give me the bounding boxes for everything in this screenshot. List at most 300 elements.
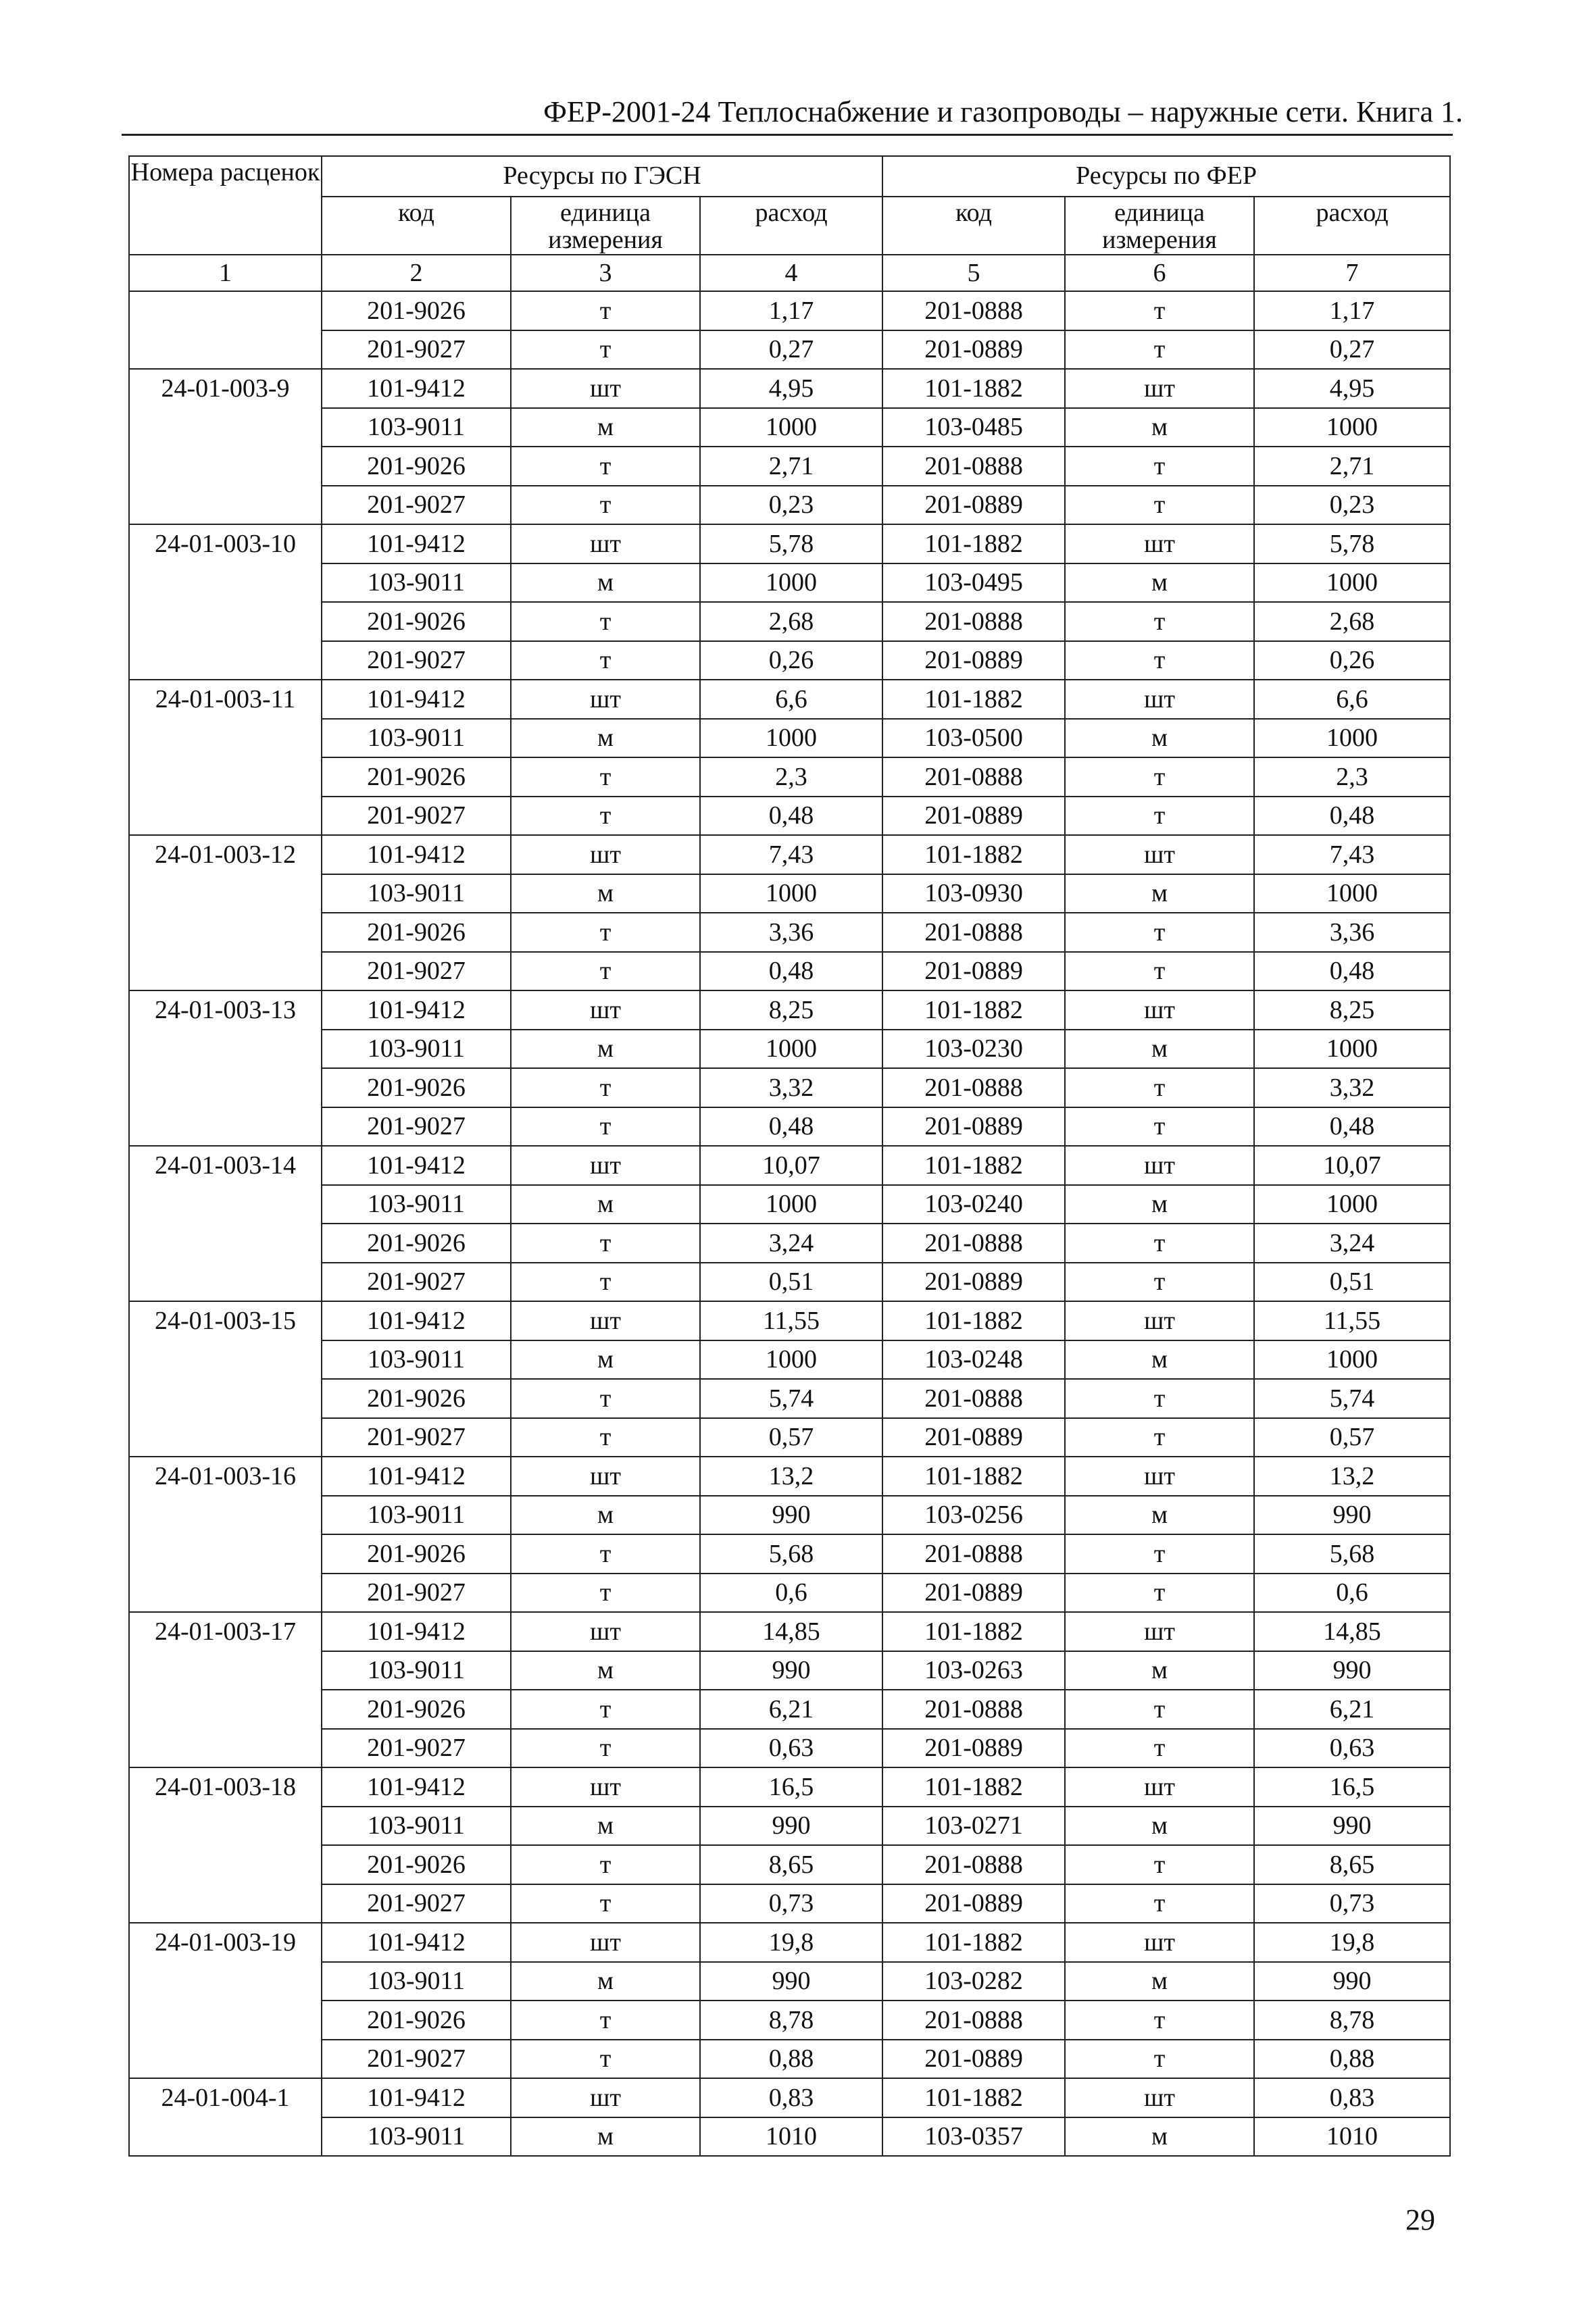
gesn-code-cell: 201-9026 — [322, 291, 511, 330]
table-row — [129, 1340, 1450, 1380]
table-row — [129, 797, 1450, 836]
table-row — [129, 602, 1450, 641]
gesn-unit-cell: т — [511, 913, 700, 952]
gesn-consumption-cell: 8,65 — [700, 1845, 882, 1884]
gesn-code-cell: 201-9026 — [322, 913, 511, 952]
fer-code-cell: 201-0888 — [882, 1068, 1065, 1107]
fer-code-cell: 101-1882 — [882, 1767, 1065, 1807]
gesn-unit-cell: т — [511, 1884, 700, 1923]
rate-number-cell: 24-01-003-11 — [129, 680, 322, 835]
gesn-unit-cell: шт — [511, 1301, 700, 1340]
gesn-unit-cell: шт — [511, 524, 700, 563]
gesn-unit-cell: т — [511, 1729, 700, 1768]
gesn-consumption-cell: 3,24 — [700, 1224, 882, 1263]
column-number: 1 — [129, 255, 322, 291]
gesn-unit-cell: т — [511, 1845, 700, 1884]
fer-unit-cell: т — [1065, 1729, 1254, 1768]
fer-unit-cell: т — [1065, 486, 1254, 525]
rate-number-cell: 24-01-003-18 — [129, 1767, 322, 1923]
gesn-unit-cell: м — [511, 719, 700, 758]
table-row — [129, 563, 1450, 603]
table-row — [129, 835, 1450, 874]
gesn-code-cell: 201-9027 — [322, 1729, 511, 1768]
gesn-code-cell: 201-9026 — [322, 602, 511, 641]
fer-unit-cell: шт — [1065, 1457, 1254, 1496]
fer-unit-cell: м — [1065, 1496, 1254, 1535]
fer-code-cell: 103-0357 — [882, 2117, 1065, 2157]
gesn-code-cell: 201-9027 — [322, 1574, 511, 1613]
fer-consumption-cell: 2,68 — [1254, 602, 1450, 641]
rate-number-cell: 24-01-003-10 — [129, 524, 322, 680]
fer-consumption-cell: 0,26 — [1254, 641, 1450, 680]
fer-unit-cell: м — [1065, 719, 1254, 758]
fer-code-cell: 201-0888 — [882, 1224, 1065, 1263]
gesn-unit-cell: м — [511, 1962, 700, 2001]
gesn-code-cell: 101-9412 — [322, 369, 511, 408]
table-body — [129, 291, 1450, 2156]
table-row — [129, 1534, 1450, 1574]
gesn-unit-cell: м — [511, 1496, 700, 1535]
fer-consumption-cell: 7,43 — [1254, 835, 1450, 874]
fer-code-cell: 201-0889 — [882, 1263, 1065, 1302]
gesn-consumption-cell: 990 — [700, 1496, 882, 1535]
gesn-code-cell: 101-9412 — [322, 1767, 511, 1807]
gesn-consumption-cell: 4,95 — [700, 369, 882, 408]
fer-code-cell: 101-1882 — [882, 680, 1065, 719]
fer-unit-cell: м — [1065, 1962, 1254, 2001]
fer-code-cell: 103-0485 — [882, 408, 1065, 447]
gesn-code-cell: 103-9011 — [322, 563, 511, 603]
gesn-consumption-cell: 1000 — [700, 719, 882, 758]
fer-code-cell: 201-0889 — [882, 797, 1065, 836]
fer-code-cell: 101-1882 — [882, 1923, 1065, 1962]
fer-consumption-cell: 0,6 — [1254, 1574, 1450, 1613]
gesn-consumption-cell: 990 — [700, 1651, 882, 1690]
table-row — [129, 1807, 1450, 1846]
gesn-code-cell: 201-9026 — [322, 2001, 511, 2040]
gesn-consumption-cell: 7,43 — [700, 835, 882, 874]
gesn-code-cell: 103-9011 — [322, 1340, 511, 1380]
table-row — [129, 330, 1450, 370]
fer-consumption-cell: 0,48 — [1254, 797, 1450, 836]
fer-unit-cell: м — [1065, 1651, 1254, 1690]
fer-code-cell: 201-0889 — [882, 2040, 1065, 2079]
fer-unit-cell: т — [1065, 1534, 1254, 1574]
fer-unit-cell: т — [1065, 1224, 1254, 1263]
gesn-consumption-cell: 0,26 — [700, 641, 882, 680]
fer-code-cell: 201-0889 — [882, 1574, 1065, 1613]
table-row — [129, 1457, 1450, 1496]
gesn-code-cell: 201-9026 — [322, 1690, 511, 1729]
gesn-consumption-cell: 1000 — [700, 1185, 882, 1224]
fer-unit-cell: шт — [1065, 2078, 1254, 2117]
gesn-unit-cell: м — [511, 1807, 700, 1846]
table-row — [129, 1845, 1450, 1884]
gesn-code-cell: 201-9027 — [322, 641, 511, 680]
gesn-unit-cell: т — [511, 1690, 700, 1729]
gesn-code-cell: 201-9026 — [322, 1534, 511, 1574]
fer-consumption-cell: 5,74 — [1254, 1379, 1450, 1418]
fer-unit-cell: м — [1065, 2117, 1254, 2157]
gesn-code-cell: 201-9027 — [322, 1263, 511, 1302]
gesn-code-cell: 201-9027 — [322, 330, 511, 370]
gesn-consumption-cell: 0,63 — [700, 1729, 882, 1768]
fer-code-cell: 101-1882 — [882, 369, 1065, 408]
gesn-unit-cell: т — [511, 2001, 700, 2040]
gesn-consumption-cell: 10,07 — [700, 1146, 882, 1185]
column-number: 4 — [700, 255, 882, 291]
fer-unit-cell: т — [1065, 1845, 1254, 1884]
gesn-unit-cell: т — [511, 641, 700, 680]
gesn-unit-cell: т — [511, 1068, 700, 1107]
fer-consumption-cell: 2,71 — [1254, 447, 1450, 486]
fer-unit-cell: м — [1065, 874, 1254, 913]
gesn-unit-cell: м — [511, 2117, 700, 2157]
table-row — [129, 1418, 1450, 1457]
fer-unit-cell: м — [1065, 1030, 1254, 1069]
gesn-unit-cell: т — [511, 291, 700, 330]
fer-code-cell: 103-0248 — [882, 1340, 1065, 1380]
fer-unit-cell: т — [1065, 2001, 1254, 2040]
fer-code-cell: 201-0889 — [882, 952, 1065, 991]
table-row — [129, 1107, 1450, 1147]
fer-unit-cell: шт — [1065, 1767, 1254, 1807]
column-number: 5 — [882, 255, 1065, 291]
gesn-consumption-cell: 0,48 — [700, 797, 882, 836]
fer-consumption-header: расход — [1254, 197, 1450, 255]
table-row — [129, 757, 1450, 797]
gesn-unit-cell: шт — [511, 1612, 700, 1651]
fer-unit-cell: шт — [1065, 1301, 1254, 1340]
fer-code-cell: 101-1882 — [882, 835, 1065, 874]
table-row — [129, 447, 1450, 486]
fer-consumption-cell: 2,3 — [1254, 757, 1450, 797]
fer-consumption-cell: 1010 — [1254, 2117, 1450, 2157]
gesn-consumption-cell: 5,78 — [700, 524, 882, 563]
gesn-code-cell: 201-9026 — [322, 1845, 511, 1884]
fer-code-cell: 201-0889 — [882, 1418, 1065, 1457]
gesn-unit-cell: шт — [511, 1767, 700, 1807]
fer-consumption-cell: 5,68 — [1254, 1534, 1450, 1574]
gesn-consumption-cell: 990 — [700, 1807, 882, 1846]
table-row — [129, 641, 1450, 680]
fer-unit-cell: т — [1065, 330, 1254, 370]
gesn-unit-cell: м — [511, 874, 700, 913]
fer-consumption-cell: 3,24 — [1254, 1224, 1450, 1263]
fer-consumption-cell: 0,51 — [1254, 1263, 1450, 1302]
fer-resources-header: Ресурсы по ФЕР — [882, 156, 1450, 197]
fer-code-cell: 201-0888 — [882, 757, 1065, 797]
gesn-consumption-cell: 1010 — [700, 2117, 882, 2157]
fer-consumption-cell: 8,78 — [1254, 2001, 1450, 2040]
rate-number-cell — [129, 291, 322, 369]
gesn-consumption-cell: 11,55 — [700, 1301, 882, 1340]
gesn-unit-cell: т — [511, 1224, 700, 1263]
gesn-unit-cell: т — [511, 602, 700, 641]
gesn-code-cell: 201-9026 — [322, 447, 511, 486]
gesn-unit-cell: шт — [511, 990, 700, 1030]
fer-consumption-cell: 13,2 — [1254, 1457, 1450, 1496]
fer-unit-cell: шт — [1065, 990, 1254, 1030]
gesn-unit-cell: м — [511, 1185, 700, 1224]
fer-unit-cell: т — [1065, 641, 1254, 680]
gesn-consumption-cell: 8,25 — [700, 990, 882, 1030]
fer-unit-cell: шт — [1065, 835, 1254, 874]
gesn-consumption-cell: 0,27 — [700, 330, 882, 370]
gesn-consumption-cell: 0,88 — [700, 2040, 882, 2079]
gesn-unit-cell: т — [511, 952, 700, 991]
fer-consumption-cell: 3,36 — [1254, 913, 1450, 952]
column-number: 2 — [322, 255, 511, 291]
fer-consumption-cell: 3,32 — [1254, 1068, 1450, 1107]
fer-consumption-cell: 990 — [1254, 1651, 1450, 1690]
gesn-code-cell: 103-9011 — [322, 1185, 511, 1224]
gesn-consumption-cell: 8,78 — [700, 2001, 882, 2040]
fer-unit-cell: шт — [1065, 1612, 1254, 1651]
table-row — [129, 1379, 1450, 1418]
gesn-code-cell: 101-9412 — [322, 1923, 511, 1962]
gesn-consumption-cell: 5,68 — [700, 1534, 882, 1574]
gesn-unit-cell: т — [511, 1107, 700, 1147]
table-row — [129, 1030, 1450, 1069]
table-row — [129, 1146, 1450, 1185]
gesn-consumption-cell: 3,32 — [700, 1068, 882, 1107]
gesn-code-cell: 201-9026 — [322, 757, 511, 797]
fer-consumption-cell: 19,8 — [1254, 1923, 1450, 1962]
table-row — [129, 952, 1450, 991]
rate-number-cell: 24-01-003-19 — [129, 1923, 322, 2078]
fer-unit-cell: т — [1065, 797, 1254, 836]
fer-unit-cell: шт — [1065, 680, 1254, 719]
gesn-code-cell: 101-9412 — [322, 680, 511, 719]
gesn-code-cell: 201-9027 — [322, 797, 511, 836]
fer-code-cell: 201-0889 — [882, 330, 1065, 370]
fer-consumption-cell: 16,5 — [1254, 1767, 1450, 1807]
gesn-consumption-cell: 1,17 — [700, 291, 882, 330]
gesn-consumption-cell: 0,23 — [700, 486, 882, 525]
rate-number-cell: 24-01-003-17 — [129, 1612, 322, 1767]
gesn-consumption-cell: 5,74 — [700, 1379, 882, 1418]
gesn-code-cell: 101-9412 — [322, 990, 511, 1030]
table-row — [129, 2078, 1450, 2117]
rate-number-cell: 24-01-003-9 — [129, 369, 322, 524]
gesn-unit-cell: м — [511, 1340, 700, 1380]
fer-unit-cell: т — [1065, 1107, 1254, 1147]
fer-code-cell: 201-0889 — [882, 641, 1065, 680]
fer-code-cell: 201-0889 — [882, 1729, 1065, 1768]
table-row — [129, 913, 1450, 952]
fer-consumption-cell: 0,73 — [1254, 1884, 1450, 1923]
page-header: ФЕР-2001-24 Теплоснабжение и газопроводы – наружные сети. Книга 1. — [543, 95, 1463, 128]
table-row — [129, 1651, 1450, 1690]
gesn-code-cell: 201-9027 — [322, 2040, 511, 2079]
fer-code-cell: 201-0888 — [882, 1534, 1065, 1574]
fer-code-cell: 201-0888 — [882, 447, 1065, 486]
gesn-consumption-cell: 1000 — [700, 874, 882, 913]
fer-consumption-cell: 0,48 — [1254, 952, 1450, 991]
table-row — [129, 291, 1450, 330]
table-row — [129, 1923, 1450, 1962]
gesn-unit-cell: т — [511, 1379, 700, 1418]
table-row — [129, 1884, 1450, 1923]
gesn-unit-cell: шт — [511, 2078, 700, 2117]
gesn-code-cell: 201-9027 — [322, 1107, 511, 1147]
fer-code-cell: 201-0888 — [882, 1690, 1065, 1729]
gesn-consumption-cell: 1000 — [700, 563, 882, 603]
gesn-code-cell: 201-9027 — [322, 952, 511, 991]
gesn-consumption-cell: 6,6 — [700, 680, 882, 719]
table-row — [129, 1263, 1450, 1302]
gesn-code-cell: 101-9412 — [322, 1612, 511, 1651]
gesn-code-cell: 201-9026 — [322, 1224, 511, 1263]
fer-unit-cell: т — [1065, 1263, 1254, 1302]
fer-consumption-cell: 1000 — [1254, 1030, 1450, 1069]
rate-numbers-header: Номера расценок — [129, 156, 322, 255]
fer-unit-cell: м — [1065, 1340, 1254, 1380]
fer-unit-header: единица измерения — [1065, 197, 1254, 255]
rate-number-cell: 24-01-004-1 — [129, 2078, 322, 2156]
fer-code-cell: 103-0271 — [882, 1807, 1065, 1846]
gesn-resources-header: Ресурсы по ГЭСН — [322, 156, 882, 197]
fer-consumption-cell: 0,23 — [1254, 486, 1450, 525]
gesn-code-cell: 101-9412 — [322, 835, 511, 874]
fer-consumption-cell: 6,21 — [1254, 1690, 1450, 1729]
table-row — [129, 874, 1450, 913]
fer-consumption-cell: 0,48 — [1254, 1107, 1450, 1147]
fer-consumption-cell: 0,57 — [1254, 1418, 1450, 1457]
table-row — [129, 719, 1450, 758]
gesn-consumption-cell: 0,57 — [700, 1418, 882, 1457]
fer-consumption-cell: 0,27 — [1254, 330, 1450, 370]
gesn-unit-cell: т — [511, 486, 700, 525]
gesn-code-cell: 101-9412 — [322, 2078, 511, 2117]
fer-unit-cell: т — [1065, 1379, 1254, 1418]
gesn-consumption-cell: 6,21 — [700, 1690, 882, 1729]
gesn-consumption-cell: 990 — [700, 1962, 882, 2001]
gesn-unit-cell: т — [511, 1263, 700, 1302]
fer-unit-cell: шт — [1065, 1923, 1254, 1962]
gesn-unit-cell: м — [511, 1030, 700, 1069]
gesn-code-cell: 201-9026 — [322, 1068, 511, 1107]
gesn-code-cell: 103-9011 — [322, 1496, 511, 1535]
gesn-unit-cell: шт — [511, 1146, 700, 1185]
fer-unit-cell: м — [1065, 563, 1254, 603]
table-row — [129, 486, 1450, 525]
fer-consumption-cell: 0,63 — [1254, 1729, 1450, 1768]
gesn-code-cell: 101-9412 — [322, 1301, 511, 1340]
table-row — [129, 680, 1450, 719]
fer-consumption-cell: 1000 — [1254, 1185, 1450, 1224]
gesn-code-cell: 101-9412 — [322, 524, 511, 563]
column-number: 7 — [1254, 255, 1450, 291]
fer-unit-cell: т — [1065, 952, 1254, 991]
fer-consumption-cell: 8,65 — [1254, 1845, 1450, 1884]
rate-number-cell: 24-01-003-12 — [129, 835, 322, 990]
fer-consumption-cell: 0,88 — [1254, 2040, 1450, 2079]
gesn-consumption-cell: 2,3 — [700, 757, 882, 797]
fer-code-cell: 103-0500 — [882, 719, 1065, 758]
rate-number-cell: 24-01-003-13 — [129, 990, 322, 1146]
gesn-consumption-cell: 1000 — [700, 408, 882, 447]
gesn-consumption-cell: 0,48 — [700, 1107, 882, 1147]
fer-code-cell: 201-0888 — [882, 913, 1065, 952]
fer-code-cell: 103-0240 — [882, 1185, 1065, 1224]
table-row — [129, 1574, 1450, 1613]
fer-consumption-cell: 8,25 — [1254, 990, 1450, 1030]
column-numbers-row — [129, 255, 1450, 291]
gesn-unit-cell: т — [511, 757, 700, 797]
fer-code-cell: 201-0888 — [882, 291, 1065, 330]
fer-code-cell: 201-0888 — [882, 1845, 1065, 1884]
rate-number-cell: 24-01-003-14 — [129, 1146, 322, 1301]
fer-code-cell: 103-0256 — [882, 1496, 1065, 1535]
table-row — [129, 2117, 1450, 2157]
fer-unit-cell: шт — [1065, 1146, 1254, 1185]
table-row — [129, 1767, 1450, 1807]
gesn-consumption-cell: 14,85 — [700, 1612, 882, 1651]
gesn-unit-cell: шт — [511, 680, 700, 719]
gesn-code-cell: 101-9412 — [322, 1457, 511, 1496]
gesn-unit-cell: т — [511, 330, 700, 370]
fer-code-cell: 101-1882 — [882, 990, 1065, 1030]
gesn-consumption-cell: 16,5 — [700, 1767, 882, 1807]
fer-consumption-cell: 990 — [1254, 1807, 1450, 1846]
fer-unit-cell: шт — [1065, 524, 1254, 563]
gesn-code-cell: 201-9027 — [322, 1418, 511, 1457]
gesn-consumption-cell: 19,8 — [700, 1923, 882, 1962]
resources-table — [128, 155, 1451, 2157]
fer-code-cell: 201-0889 — [882, 486, 1065, 525]
fer-consumption-cell: 990 — [1254, 1962, 1450, 2001]
table-row — [129, 1301, 1450, 1340]
gesn-code-cell: 103-9011 — [322, 2117, 511, 2157]
gesn-code-cell: 201-9026 — [322, 1379, 511, 1418]
gesn-consumption-cell: 13,2 — [700, 1457, 882, 1496]
gesn-consumption-cell: 0,48 — [700, 952, 882, 991]
table-row — [129, 1962, 1450, 2001]
fer-code-cell: 103-0495 — [882, 563, 1065, 603]
column-number: 3 — [511, 255, 700, 291]
fer-code-cell: 101-1882 — [882, 2078, 1065, 2117]
gesn-consumption-cell: 0,6 — [700, 1574, 882, 1613]
fer-code-cell: 201-0888 — [882, 602, 1065, 641]
fer-consumption-cell: 1000 — [1254, 408, 1450, 447]
fer-code-cell: 201-0889 — [882, 1884, 1065, 1923]
fer-code-cell: 103-0263 — [882, 1651, 1065, 1690]
fer-unit-cell: т — [1065, 1884, 1254, 1923]
gesn-code-cell: 103-9011 — [322, 1030, 511, 1069]
fer-unit-cell: т — [1065, 757, 1254, 797]
fer-code-cell: 101-1882 — [882, 1301, 1065, 1340]
fer-consumption-cell: 1000 — [1254, 563, 1450, 603]
fer-unit-cell: т — [1065, 447, 1254, 486]
table-row — [129, 990, 1450, 1030]
gesn-code-cell: 103-9011 — [322, 874, 511, 913]
gesn-code-cell: 103-9011 — [322, 1962, 511, 2001]
gesn-code-cell: 103-9011 — [322, 408, 511, 447]
gesn-unit-cell: м — [511, 563, 700, 603]
fer-code-cell: 103-0230 — [882, 1030, 1065, 1069]
gesn-consumption-cell: 1000 — [700, 1340, 882, 1380]
fer-consumption-cell: 1000 — [1254, 874, 1450, 913]
gesn-unit-cell: т — [511, 447, 700, 486]
table-row — [129, 2040, 1450, 2079]
table-row — [129, 1068, 1450, 1107]
table-row — [129, 408, 1450, 447]
fer-consumption-cell: 1,17 — [1254, 291, 1450, 330]
fer-code-cell: 103-0282 — [882, 1962, 1065, 2001]
gesn-unit-cell: м — [511, 408, 700, 447]
